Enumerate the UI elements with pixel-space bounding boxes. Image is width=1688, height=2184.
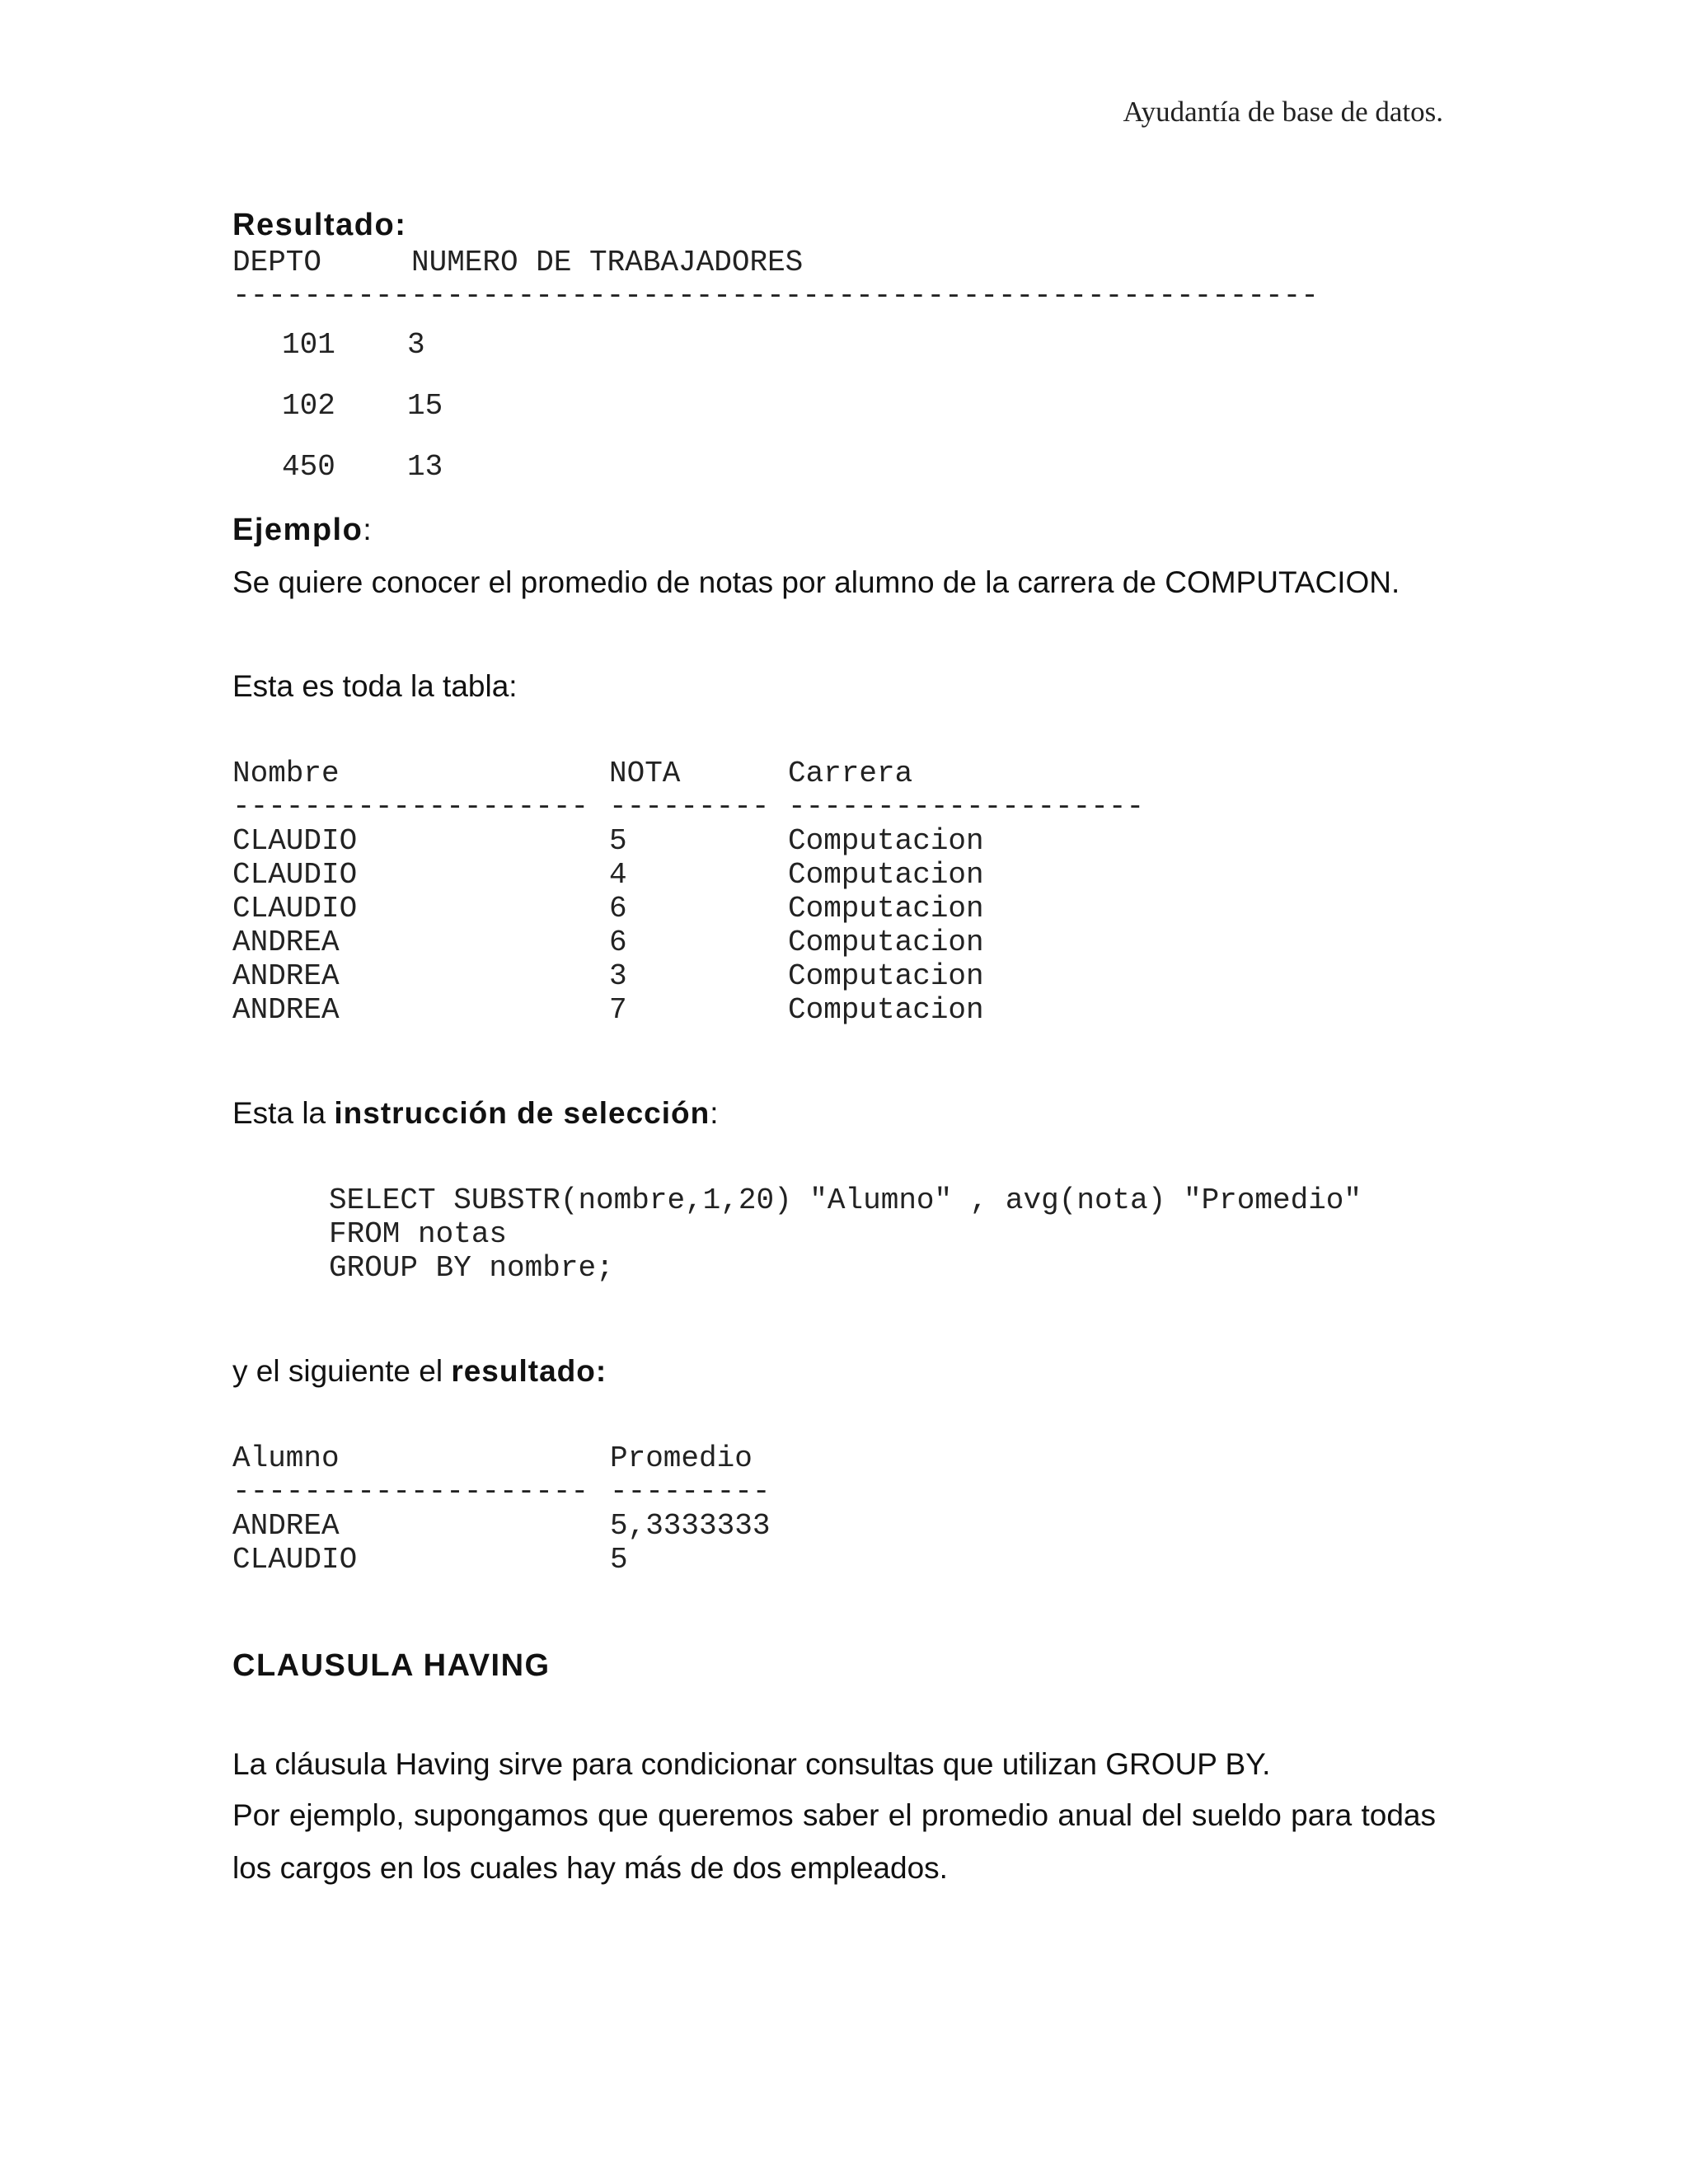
resultado-row-count: 13	[407, 450, 443, 484]
ejemplo-heading-line	[232, 513, 372, 548]
tabla-cell-carrera: Computacion	[788, 959, 984, 993]
tabla-cell-carrera: Computacion	[788, 993, 984, 1027]
tabla-cell-carrera: Computacion	[788, 858, 984, 892]
instruccion-bold: instrucción de selección	[334, 1096, 710, 1130]
resultado2-col-alumno: Alumno	[232, 1441, 340, 1475]
resultado2-cell-promedio: 5,3333333	[610, 1509, 771, 1543]
code-line: SELECT SUBSTR(nombre,1,20) "Alumno" , avg(nota) "Promedio"	[329, 1183, 1362, 1217]
resultado2-cell-alumno: ANDREA	[232, 1509, 340, 1543]
code-line: GROUP BY nombre;	[329, 1251, 614, 1285]
resultado-row-depto: 101	[282, 328, 335, 362]
page-header: Ayudantía de base de datos.	[1123, 96, 1443, 128]
having-heading: CLAUSULA HAVING	[232, 1648, 551, 1683]
code-line: FROM notas	[329, 1217, 508, 1251]
tabla-cell-nombre: CLAUDIO	[232, 858, 358, 892]
resultado-col-depto: DEPTO	[232, 246, 322, 279]
resultado-col-numero: NUMERO DE TRABAJADORES	[411, 246, 804, 279]
instruccion-prefix: Esta la	[232, 1096, 335, 1130]
tabla-sep-nombre: --------------------	[232, 790, 589, 823]
tabla-cell-nota: 7	[609, 993, 627, 1027]
tabla-cell-carrera: Computacion	[788, 926, 984, 959]
tabla-sep-carrera: --------------------	[788, 790, 1145, 823]
tabla-cell-nota: 3	[609, 959, 627, 993]
tabla-col-nota: NOTA	[609, 757, 681, 790]
resultado2-col-promedio: Promedio	[610, 1441, 753, 1475]
resultado-row-depto: 450	[282, 450, 335, 484]
tabla-cell-carrera: Computacion	[788, 824, 984, 858]
resultado-separator: -------------------------------------------------------------	[232, 279, 1319, 312]
tabla-col-carrera: Carrera	[788, 757, 913, 790]
resultado2-intro	[232, 1354, 607, 1389]
ejemplo-text: Se quiere conocer el promedio de notas por alumno de la carrera de COMPUTACION.	[232, 565, 1400, 599]
tabla-sep-nota: ---------	[609, 790, 770, 823]
resultado-heading: Resultado:	[232, 208, 407, 242]
instruccion-intro	[232, 1096, 719, 1131]
resultado-row-depto: 102	[282, 389, 335, 423]
resultado2-sep-alumno: --------------------	[232, 1474, 589, 1508]
tabla-cell-nota: 5	[609, 824, 627, 858]
tabla-cell-nombre: ANDREA	[232, 926, 340, 959]
resultado2-cell-alumno: CLAUDIO	[232, 1543, 358, 1577]
instruccion-suffix: :	[710, 1096, 719, 1130]
resultado2-prefix: y el siguiente el	[232, 1354, 452, 1388]
tabla-cell-nombre: ANDREA	[232, 959, 340, 993]
tabla-cell-nota: 6	[609, 892, 627, 926]
resultado-row-count: 3	[407, 328, 425, 362]
tabla-cell-nombre: CLAUDIO	[232, 824, 358, 858]
ejemplo-heading: Ejemplo	[232, 513, 363, 547]
tabla-cell-nota: 6	[609, 926, 627, 959]
resultado2-cell-promedio: 5	[610, 1543, 628, 1577]
tabla-intro: Esta es toda la tabla:	[232, 669, 518, 703]
tabla-cell-nombre: ANDREA	[232, 993, 340, 1027]
tabla-cell-carrera: Computacion	[788, 892, 984, 926]
resultado2-bold: resultado:	[451, 1354, 607, 1388]
tabla-col-nombre: Nombre	[232, 757, 340, 790]
tabla-cell-nota: 4	[609, 858, 627, 892]
having-line1: La cláusula Having sirve para condicionar consultas que utilizan GROUP BY.	[232, 1747, 1271, 1781]
resultado2-sep-promedio: ---------	[610, 1474, 771, 1508]
resultado-row-count: 15	[407, 389, 443, 423]
ejemplo-colon: :	[363, 513, 372, 546]
tabla-cell-nombre: CLAUDIO	[232, 892, 358, 926]
having-paragraph: Por ejemplo, supongamos que queremos saber el promedio anual del sueldo para todas los cargos en los cuales hay más de dos empleados.	[232, 1798, 1436, 1885]
